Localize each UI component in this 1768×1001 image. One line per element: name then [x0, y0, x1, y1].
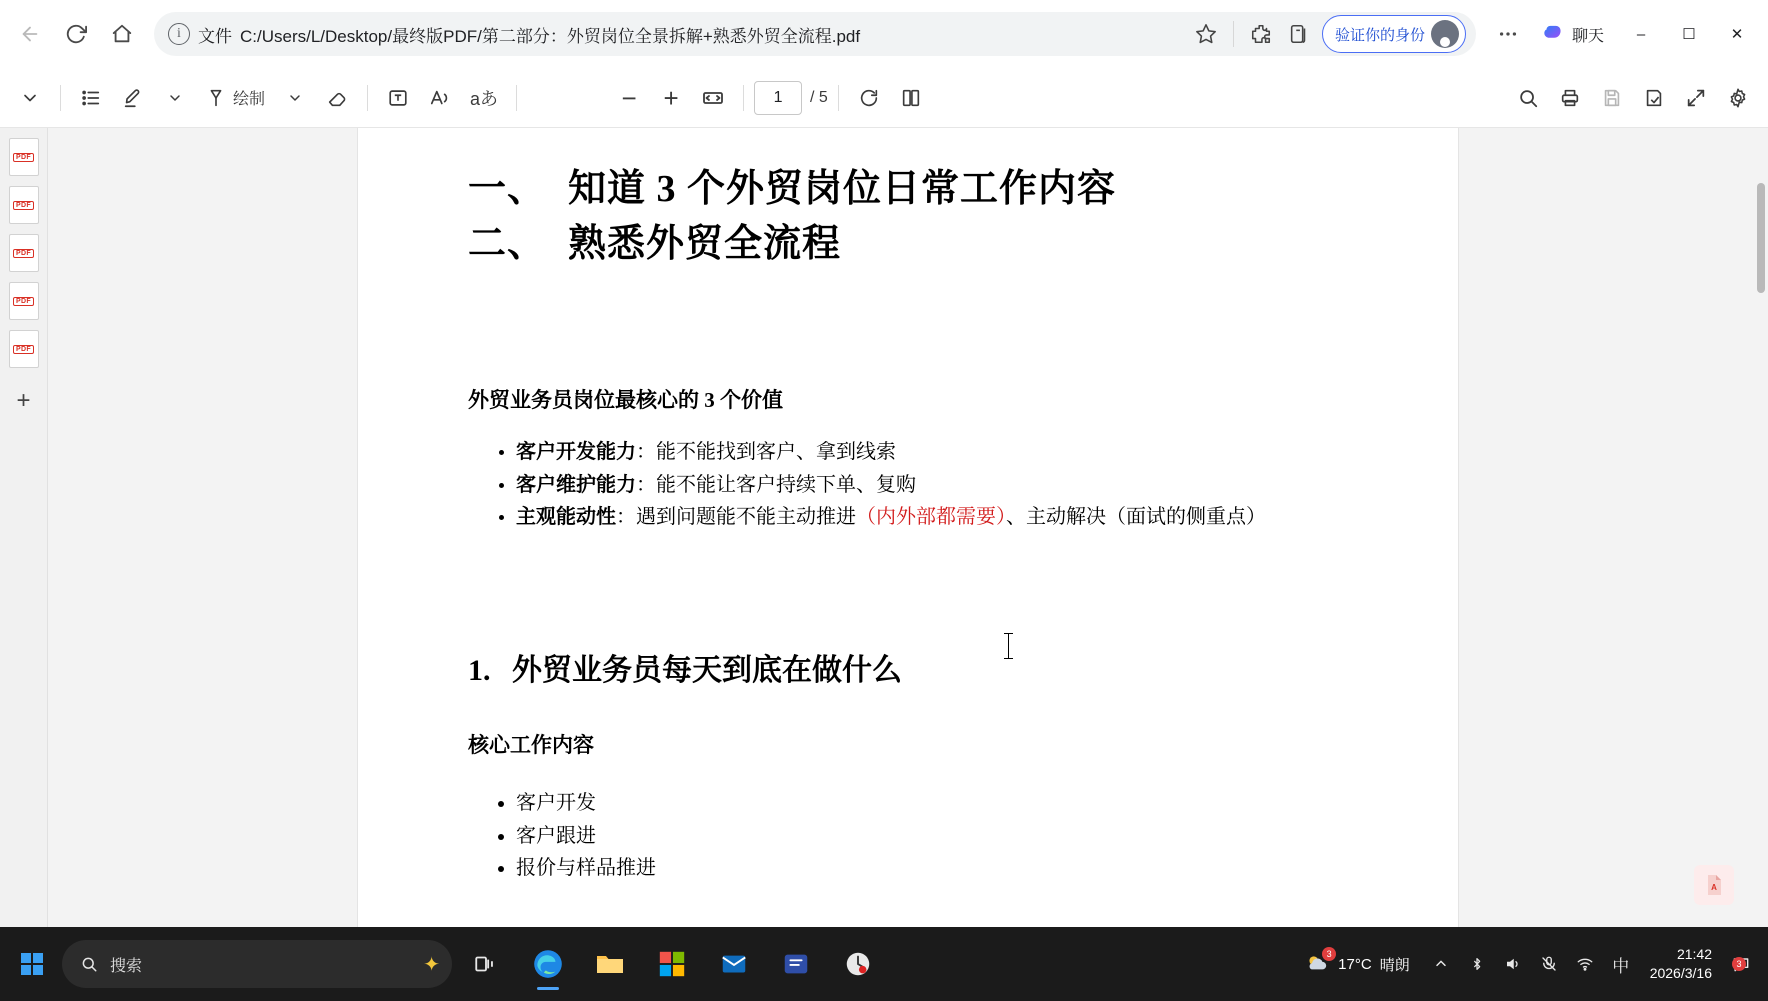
value-label: 客户维护能力	[516, 473, 636, 496]
section-number: 1.	[468, 654, 491, 688]
system-tray	[1296, 945, 1760, 983]
document-heading-1	[468, 162, 1348, 217]
text-style-button[interactable]	[462, 78, 506, 118]
address-url[interactable]: C:/Users/L/Desktop/最终版PDF/第二部分：外贸岗位全景拆解+熟悉外贸全流程.pdf	[240, 26, 861, 46]
clock-time: 21:42	[1676, 946, 1712, 963]
zoom-out-button[interactable]	[609, 78, 649, 118]
thumbnail-item[interactable]	[9, 186, 39, 224]
taskbar-app-outlook[interactable]	[706, 936, 762, 992]
value-sep: ：	[616, 505, 636, 528]
thumbnail-item[interactable]	[9, 234, 39, 272]
document-viewport[interactable]	[48, 128, 1768, 927]
section-heading	[468, 645, 1348, 689]
toolbar-divider	[60, 85, 61, 111]
window-maximize-button[interactable]: ☐	[1682, 26, 1696, 43]
windows-taskbar	[0, 927, 1768, 1001]
clipped-top-line	[468, 128, 1348, 142]
taskbar-clock[interactable]	[1644, 945, 1718, 983]
value-text: 能不能让客户持续下单、复购	[656, 473, 916, 496]
volume-icon[interactable]	[1500, 951, 1526, 977]
search-icon[interactable]	[1508, 78, 1548, 118]
identity-label: 验证你的身份	[1334, 26, 1425, 44]
save-icon[interactable]	[1592, 78, 1632, 118]
puzzle-icon[interactable]	[1246, 19, 1276, 49]
identity-verify-pill[interactable]	[1322, 15, 1466, 53]
text-style-label: aあ	[470, 88, 499, 109]
value-sep: ：	[636, 473, 656, 496]
taskbar-search[interactable]	[62, 940, 452, 988]
mic-muted-icon[interactable]	[1536, 951, 1562, 977]
draw-button[interactable]	[197, 78, 273, 118]
window-close-button[interactable]: ✕	[1730, 26, 1744, 43]
core-values-lead: 外贸业务员岗位最核心的 3 个价值	[468, 388, 783, 413]
search-icon	[80, 955, 98, 973]
notification-badge: 3	[1732, 957, 1746, 971]
weather-icon	[1304, 951, 1330, 977]
ime-indicator[interactable]: 中	[1612, 956, 1630, 976]
page-total-label: / 5	[810, 88, 828, 106]
copilot-icon	[1540, 21, 1566, 47]
toolbar-divider	[516, 85, 517, 111]
save-as-icon[interactable]	[1634, 78, 1674, 118]
page-view-icon[interactable]	[891, 78, 931, 118]
value-label: 客户开发能力	[516, 441, 636, 464]
taskbar-app-editor[interactable]	[768, 936, 824, 992]
refresh-button[interactable]	[54, 12, 98, 56]
collections-icon[interactable]	[1284, 19, 1314, 49]
address-bar[interactable]	[154, 12, 1476, 56]
list-item: • 客户开发	[516, 787, 1348, 819]
core-values-list	[468, 436, 1348, 533]
heading-2-text: 熟悉外贸全流程	[568, 223, 842, 266]
draw-label: 绘制	[233, 91, 266, 108]
value-label: 主观能动性	[516, 505, 616, 528]
list-item	[516, 501, 1348, 533]
avatar[interactable]	[1431, 20, 1459, 48]
add-text-button[interactable]	[378, 78, 418, 118]
thumbnail-label: PDF	[13, 297, 34, 306]
fit-page-button[interactable]	[693, 78, 733, 118]
draw-dropdown[interactable]	[275, 78, 315, 118]
thumbnail-item[interactable]	[9, 138, 39, 176]
list-item	[516, 469, 1348, 501]
fullscreen-icon[interactable]	[1676, 78, 1716, 118]
vertical-scrollbar[interactable]	[1754, 128, 1768, 927]
taskbar-app-edge[interactable]	[520, 936, 576, 992]
value-text: 遇到问题能不能主动推进	[636, 505, 856, 528]
rotate-icon[interactable]	[849, 78, 889, 118]
pdf-toolbar	[0, 68, 1768, 128]
work-items-list	[468, 787, 1348, 884]
value-text: 能不能找到客户、拿到线索	[656, 441, 896, 464]
copilot-button[interactable]	[1532, 15, 1616, 53]
tray-overflow-button[interactable]	[1428, 951, 1454, 977]
back-button[interactable]	[8, 12, 52, 56]
windows-logo-icon	[21, 953, 43, 975]
thumbnail-label: PDF	[13, 345, 34, 354]
pdf-body	[0, 128, 1768, 927]
highlighter-dropdown[interactable]	[155, 78, 195, 118]
zoom-in-button[interactable]	[651, 78, 691, 118]
list-item: • 报价与样品推进	[516, 852, 1348, 884]
value-emphasis: （内外部都需要）	[856, 505, 1006, 528]
heading-1-number: 一、	[468, 168, 547, 210]
section-title: 外贸业务员每天到底在做什么	[512, 654, 902, 688]
add-page-button[interactable]: +	[16, 387, 31, 414]
gear-icon[interactable]	[1718, 78, 1758, 118]
sparkle-icon[interactable]: ✦	[423, 953, 440, 976]
eraser-button[interactable]	[317, 78, 357, 118]
thumbnail-label: PDF	[13, 153, 34, 162]
weather-widget[interactable]	[1296, 951, 1418, 977]
toolbar-divider	[367, 85, 368, 111]
network-icon[interactable]	[1572, 951, 1598, 977]
thumbnail-item[interactable]	[9, 282, 39, 320]
zoom-in-label: +	[663, 82, 679, 113]
pdf-page	[358, 128, 1458, 927]
subsection-title: 核心工作内容	[468, 733, 594, 758]
bluetooth-icon[interactable]	[1464, 951, 1490, 977]
search-placeholder: 搜索	[110, 957, 143, 975]
toolbar-divider	[743, 85, 744, 111]
thumbnail-item[interactable]	[9, 330, 39, 368]
copilot-label: 聊天	[1571, 27, 1604, 45]
taskbar-app-media[interactable]	[830, 936, 886, 992]
value-tail: 、主动解决（面试的侧重点）	[1006, 505, 1266, 528]
value-sep: ：	[636, 441, 656, 464]
task-view-button[interactable]	[458, 936, 514, 992]
taskbar-app-file-explorer[interactable]	[582, 936, 638, 992]
start-button[interactable]	[8, 940, 56, 988]
clock-date: 2026/3/16	[1649, 965, 1712, 981]
document-heading-2	[468, 217, 1348, 272]
zoom-out-label: −	[621, 82, 637, 113]
address-file-label: 文件	[198, 26, 232, 46]
home-button[interactable]	[100, 12, 144, 56]
page-number-input[interactable]	[754, 81, 802, 115]
notification-center-button[interactable]	[1728, 951, 1754, 977]
read-aloud-button[interactable]	[420, 78, 460, 118]
print-icon[interactable]	[1550, 78, 1590, 118]
adobe-pdf-badge[interactable]	[1694, 865, 1734, 905]
heading-2-number: 二、	[468, 223, 547, 266]
weather-badge: 3	[1322, 947, 1336, 961]
thumbnail-label: PDF	[13, 249, 34, 258]
info-icon: i	[168, 23, 190, 45]
heading-1-text: 知道 3 个外贸岗位日常工作内容	[568, 168, 1117, 210]
toolbar-divider	[838, 85, 839, 111]
browser-toolbar	[0, 0, 1768, 68]
thumbnail-label: PDF	[13, 201, 34, 210]
table-of-contents-button[interactable]	[71, 78, 111, 118]
sidebar-toggle-button[interactable]	[10, 78, 50, 118]
more-options-button[interactable]	[1486, 12, 1530, 56]
highlighter-button[interactable]	[113, 78, 153, 118]
list-item	[516, 436, 1348, 468]
list-item: • 客户跟进	[516, 820, 1348, 852]
thumbnail-rail[interactable]	[0, 128, 48, 927]
scrollbar-thumb[interactable]	[1757, 183, 1765, 293]
weather-condition: 晴朗	[1379, 956, 1410, 974]
taskbar-app-store[interactable]	[644, 936, 700, 992]
text-cursor	[1008, 633, 1009, 659]
window-minimize-button[interactable]: –	[1636, 25, 1646, 43]
toolbar-divider	[1233, 21, 1234, 47]
svg-text:A: A	[1711, 883, 1717, 892]
weather-temp: 17°C	[1338, 955, 1372, 973]
star-icon[interactable]	[1191, 19, 1221, 49]
